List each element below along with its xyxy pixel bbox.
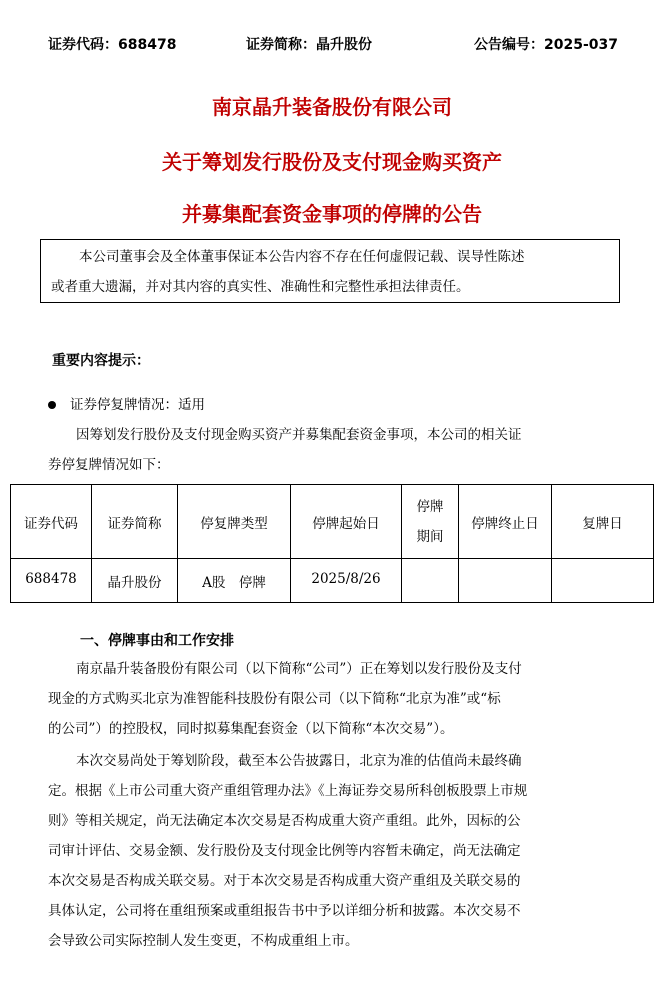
p2-line: 则》等相关规定，尚无法确定本次交易是否构成重大资产重组。此外，因标的公	[48, 813, 521, 829]
p2-line: 本次交易尚处于筹划阶段，截至本公告披露日，北京为准的估值尚未最终确	[76, 753, 522, 769]
title-company: 南京晶升装备股份有限公司	[212, 95, 452, 119]
document-header	[48, 34, 618, 56]
th-end: 停牌终止日	[459, 485, 552, 559]
disclaimer-line-1: 本公司董事会及全体董事保证本公告内容不存在任何虚假记载、误导性陈述	[79, 249, 525, 265]
th-code: 证券代码	[11, 485, 92, 559]
security-code: 证券代码：688478	[48, 37, 177, 53]
intro-line-2: 券停复牌情况如下：	[48, 457, 170, 473]
section-1-paragraph-1	[48, 654, 618, 744]
cell-period	[402, 559, 459, 603]
disclaimer-line-2: 或者重大遗漏，并对其内容的真实性、准确性和完整性承担法律责任。	[51, 279, 470, 295]
p2-line: 定。根据《上市公司重大资产重组管理办法》《上海证券交易所科创板股票上市规	[48, 783, 528, 799]
th-period	[402, 485, 459, 559]
cell-name: 晶升股份	[92, 559, 178, 603]
key-info-heading: 重要内容提示：	[52, 353, 150, 369]
table-header-row	[11, 485, 654, 559]
cell-resume	[552, 559, 654, 603]
cell-code: 688478	[11, 559, 92, 603]
th-type: 停复牌类型	[178, 485, 291, 559]
title-line-2: 关于筹划发行股份及支付现金购买资产	[162, 150, 502, 174]
suspension-bullet	[48, 393, 205, 413]
th-name: 证券简称	[92, 485, 178, 559]
cell-end	[459, 559, 552, 603]
th-period-bottom: 期间	[416, 528, 444, 545]
section-1-heading: 一、停牌事由和工作安排	[80, 633, 234, 649]
p1-line: 南京晶升装备股份有限公司（以下简称“公司”）正在筹划以发行股份及支付	[76, 661, 522, 677]
title-line-3: 并募集配套资金事项的停牌的公告	[182, 202, 482, 226]
th-period-top: 停牌	[416, 498, 444, 515]
th-resume: 复牌日	[552, 485, 654, 559]
suspension-table	[10, 484, 654, 603]
p2-line: 具体认定，公司将在重组预案或重组报告书中予以详细分析和披露。本次交易不	[48, 903, 521, 919]
p2-line: 本次交易是否构成关联交易。对于本次交易是否构成重大资产重组及关联交易的	[48, 873, 521, 889]
cell-start: 2025/8/26	[291, 559, 402, 603]
p1-line: 的公司”）的控股权，同时拟募集配套资金（以下简称“本次交易”）。	[48, 721, 454, 737]
bullet-text: 证券停复牌情况：适用	[70, 397, 205, 413]
bullet-dot-icon	[48, 401, 56, 409]
intro-line-1: 因筹划发行股份及支付现金购买资产并募集配套资金事项，本公司的相关证	[76, 427, 522, 443]
announcement-number: 公告编号：2025-037	[474, 37, 618, 53]
table-row	[11, 559, 654, 603]
p2-line: 会导致公司实际控制人发生变更，不构成重组上市。	[48, 933, 359, 949]
p2-line: 司审计评估、交易金额、发行股份及支付现金比例等内容暂未确定，尚无法确定	[48, 843, 521, 859]
intro-paragraph	[48, 420, 618, 480]
cell-type: A股 停牌	[178, 559, 291, 603]
section-1-paragraph-2	[48, 746, 618, 956]
security-short-name: 证券简称：晶升股份	[246, 37, 372, 53]
th-start: 停牌起始日	[291, 485, 402, 559]
board-disclaimer-box	[40, 239, 620, 303]
p1-line: 现金的方式购买北京为准智能科技股份有限公司（以下简称“北京为准”或“标	[48, 691, 501, 707]
